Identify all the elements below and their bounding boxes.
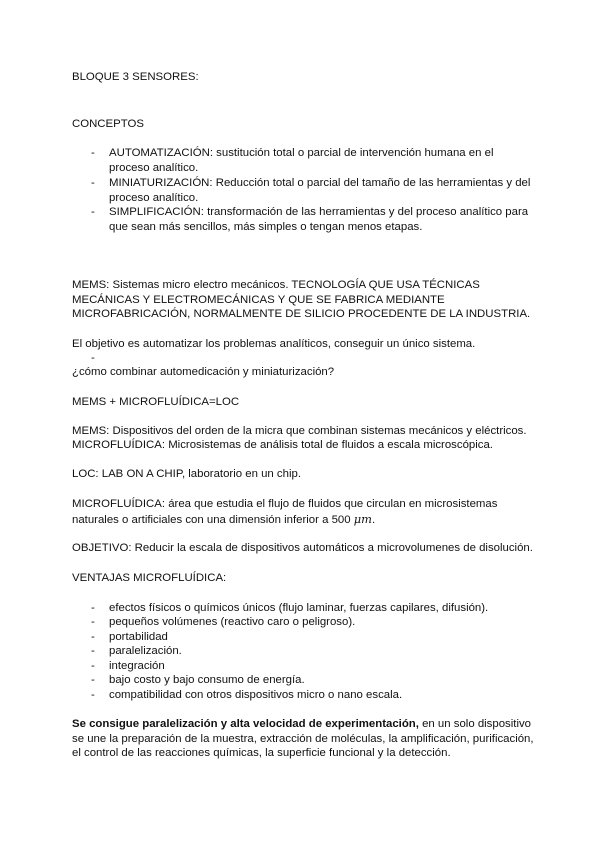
bullet-dash: - <box>91 631 95 643</box>
microfluidica-line-2-text: naturales o artificiales con una dimensión inferior a 500 <box>72 514 354 526</box>
definition-mems: MEMS: Dispositivos del orden de la micra que combinan sistemas mecánicos y eléctricos. <box>72 425 527 437</box>
bullet-dash: - <box>91 147 95 159</box>
mems-line-3: MICROFABRICACIÓN, NORMALMENTE DE SILICIO PROCEDENTE DE LA INDUSTRIA. <box>72 308 531 320</box>
bullet-dash: - <box>91 689 95 701</box>
conclusion-line-3: el control de las reacciones químicas, la superficie funcional y la detección. <box>72 747 451 759</box>
ventaja-item: bajo costo y bajo consumo de energía. <box>109 674 305 686</box>
microfluidica-line-1: MICROFLUÍDICA: área que estudia el flujo de fluidos que circulan en microsistemas <box>72 498 498 510</box>
ventajas-heading: VENTAJAS MICROFLUÍDICA: <box>72 572 227 584</box>
conclusion-line-2: se une la preparación de la muestra, extracción de moléculas, la amplificación, purificación, <box>72 733 534 745</box>
microfluidica-line-2 <box>72 512 375 528</box>
mems-line-2: MECÁNICAS Y ELECTROMECÁNICAS Y QUE SE FABRICA MEDIANTE <box>72 294 445 306</box>
concept-simplificacion: SIMPLIFICACIÓN: transformación de las herramientas y del proceso analítico para que sean más sencillos, más simples o tengan menos etapas. <box>109 206 529 233</box>
empty-bullet-dash: - <box>91 352 95 364</box>
conclusion-line-1 <box>72 717 531 732</box>
loc-definition: LOC: LAB ON A CHIP, laboratorio en un chip. <box>72 468 301 480</box>
bullet-dash: - <box>91 645 95 657</box>
bullet-dash: - <box>91 674 95 686</box>
objetivo-automatizar: El objetivo es automatizar los problemas analíticos, conseguir un único sistema. <box>72 338 476 350</box>
concept-miniaturizacion: MINIATURIZACIÓN: Reducción total o parcial del tamaño de las herramientas y del proceso analítico. <box>109 177 531 204</box>
bullet-dash: - <box>91 206 95 218</box>
conclusion-line-1-rest: en un solo dispositivo <box>418 718 531 730</box>
bullet-dash: - <box>91 177 95 189</box>
ventaja-item: integración <box>109 660 165 672</box>
micrometer-unit: μm <box>353 512 372 526</box>
ventaja-item: pequeños volúmenes (reactivo caro o peligroso). <box>109 616 356 628</box>
document-title: BLOQUE 3 SENSORES: <box>72 71 199 83</box>
conceptos-heading: CONCEPTOS <box>72 118 144 130</box>
bullet-dash: - <box>91 602 95 614</box>
definition-microfluidica: MICROFLUÍDICA: Microsistemas de análisis total de fluidos a escala microscópica. <box>72 439 493 451</box>
ventaja-item: paralelización. <box>109 645 182 657</box>
ventaja-item: efectos físicos o químicos únicos (flujo laminar, fuerzas capilares, difusión). <box>109 602 489 614</box>
microfluidica-line-2-end: . <box>371 514 376 526</box>
ventaja-item: portabilidad <box>109 631 168 643</box>
conclusion-bold: Se consigue paralelización y alta velocidad de experimentación, <box>72 718 419 730</box>
bullet-dash: - <box>91 660 95 672</box>
bullet-dash: - <box>91 616 95 628</box>
question-text: ¿cómo combinar automedicación y miniaturización? <box>72 366 335 378</box>
ventaja-item: compatibilidad con otros dispositivos micro o nano escala. <box>109 689 403 701</box>
formula-text: MEMS + MICROFLUÍDICA=LOC <box>72 396 240 408</box>
concept-automatizacion: AUTOMATIZACIÓN: sustitución total o parcial de intervención humana en el proceso analítico. <box>109 147 494 174</box>
mems-line-1: MEMS: Sistemas micro electro mecánicos. TECNOLOGÍA QUE USA TÉCNICAS <box>72 279 480 291</box>
objetivo-text: OBJETIVO: Reducir la escala de dispositivos automáticos a microvolumenes de disolución. <box>72 542 533 554</box>
